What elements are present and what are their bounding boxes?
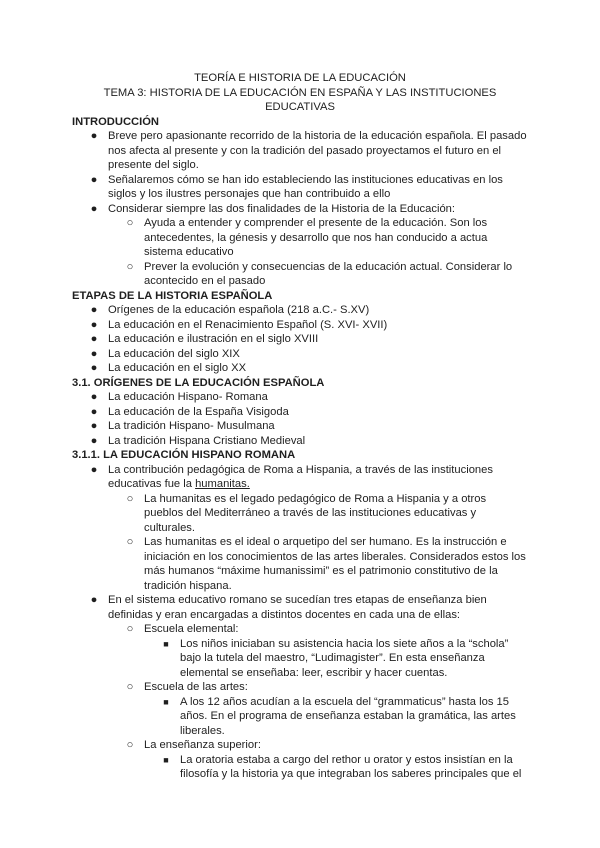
etapas-heading: ETAPAS DE LA HISTORIA ESPAÑOLA <box>72 289 273 302</box>
list-item: ● La educación de la España Visigoda <box>90 405 289 418</box>
sub-list-item: ○ Escuela de las artes: <box>126 681 248 693</box>
square-bullet-icon: ■ <box>163 754 169 765</box>
intro-list <box>72 129 528 289</box>
list-item: ● Considerar siempre las dos finalidades de la Historia de la Educación: <box>90 202 455 215</box>
circle-bullet-icon: ○ <box>126 492 134 505</box>
circle-bullet-icon: ○ <box>126 623 134 635</box>
origenes-list <box>72 390 528 448</box>
circle-bullet-icon: ○ <box>126 536 134 548</box>
square-bullet-icon: ■ <box>163 696 169 707</box>
intro-heading: INTRODUCCIÓN <box>72 115 160 128</box>
circle-bullet-icon: ○ <box>126 217 134 229</box>
list-item: ● La tradición Hispana Cristiano Medieval <box>90 434 306 447</box>
document-page <box>72 71 528 782</box>
bullet-icon: ● <box>90 420 98 432</box>
origenes-heading: 3.1. ORÍGENES DE LA EDUCACIÓN ESPAÑOLA <box>72 376 325 389</box>
bullet-icon: ● <box>90 463 98 476</box>
bullet-icon: ● <box>90 202 98 215</box>
bullet-icon: ● <box>90 434 98 447</box>
list-item: ● La educación e ilustración en el siglo XVIII <box>90 333 319 345</box>
list-item: ● La contribución pedagógica de Roma a Hispania, a través de las instituciones educativas fue la humanitas. <box>90 463 493 490</box>
bullet-icon: ● <box>90 333 98 345</box>
sub-list-item: ○ Escuela elemental: <box>126 623 239 635</box>
sub-list-item: ○ La enseñanza superior: <box>126 739 261 751</box>
etapas-list <box>72 303 528 376</box>
circle-bullet-icon: ○ <box>126 739 134 751</box>
list-item: ● La educación del siglo XIX <box>90 347 240 360</box>
sub-sub-list-item: ■ A los 12 años acudían a la escuela del “grammaticus” hasta los 15 años. En el programa de enseñanza estaban la gramática, las artes liberales. <box>72 695 528 739</box>
bullet-icon: ● <box>90 347 98 360</box>
bullet-icon: ● <box>90 318 98 331</box>
subtitle-line-2: EDUCATIVAS <box>265 101 335 113</box>
document-title: TEORÍA E HISTORIA DE LA EDUCACIÓN <box>194 72 406 84</box>
sub-list-item: ○ Prever la evolución y consecuencias de la educación actual. Considerar lo acontecido en el pasado <box>126 260 513 287</box>
sub-list-item: ○ Ayuda a entender y comprender el presente de la educación. Son los antecedentes, la génesis y desarrollo que nos han conducido a actua sistema educativo <box>126 217 488 258</box>
hispano-list <box>72 463 528 782</box>
humanitas-term: humanitas. <box>195 478 250 490</box>
list-item: ● La educación Hispano- Romana <box>90 391 268 403</box>
hispano-heading: 3.1.1. LA EDUCACIÓN HISPANO ROMANA <box>72 449 296 461</box>
bullet-icon: ● <box>90 594 98 606</box>
bullet-icon: ● <box>90 391 98 403</box>
bullet-icon: ● <box>90 405 98 418</box>
square-bullet-icon: ■ <box>163 638 169 649</box>
list-item: ● Orígenes de la educación española (218 a.C.- S.XV) <box>90 304 370 316</box>
sub-sub-list-item: ■ La oratoria estaba a cargo del rethor u orator y estos insistían en la filosofía y la historia ya que integraban los saberes principales que el <box>72 753 528 782</box>
document-subtitle <box>72 86 528 115</box>
list-item: ● La educación en el Renacimiento Español (S. XVI- XVII) <box>90 318 388 331</box>
list-item: ● Señalaremos cómo se han ido estableciendo las instituciones educativas en los siglos y los ilustres personajes que han contribuido a ello <box>90 173 503 200</box>
subtitle-line-1: TEMA 3: HISTORIA DE LA EDUCACIÓN EN ESPAÑA Y LAS INSTITUCIONES <box>103 86 497 99</box>
sub-list-item: ○ La humanitas es el legado pedagógico de Roma a Hispania y a otros pueblos del Mediterráneo a través de las instituciones educativas y culturales. <box>126 492 487 534</box>
list-item: ● La educación en el siglo XX <box>90 362 247 374</box>
list-item: ● La tradición Hispano- Musulmana <box>90 420 275 432</box>
circle-bullet-icon: ○ <box>126 681 134 693</box>
list-item: ● En el sistema educativo romano se sucedían tres etapas de enseñanza bien definidas y eran encargadas a distintos docentes en cada una de ellas: <box>90 594 487 621</box>
bullet-icon: ● <box>90 130 98 142</box>
bullet-icon: ● <box>90 304 98 316</box>
bullet-icon: ● <box>90 173 98 186</box>
sub-list-item: ○ Las humanitas es el ideal o arquetipo del ser humano. Es la instrucción e iniciación en los conocimientos de las artes liberales. Considerados estos los más humanos “máxime humanissimi” es el patrimonio constitutivo de la tradición hispana. <box>126 536 526 592</box>
bullet-icon: ● <box>90 362 98 374</box>
sub-sub-list-item: ■ Los niños iniciaban su asistencia hacia los siete años a la “schola” bajo la tutela del maestro, “Ludimagister”. En esta enseñanza elemental se enseñaba: leer, escribir y hacer cuentas. <box>72 637 528 681</box>
circle-bullet-icon: ○ <box>126 260 134 273</box>
list-item: ● Breve pero apasionante recorrido de la historia de la educación española. El pasado nos afecta al presente y con la tradición del pasado proyectamos el futuro en el presente del siglo. <box>90 130 527 171</box>
